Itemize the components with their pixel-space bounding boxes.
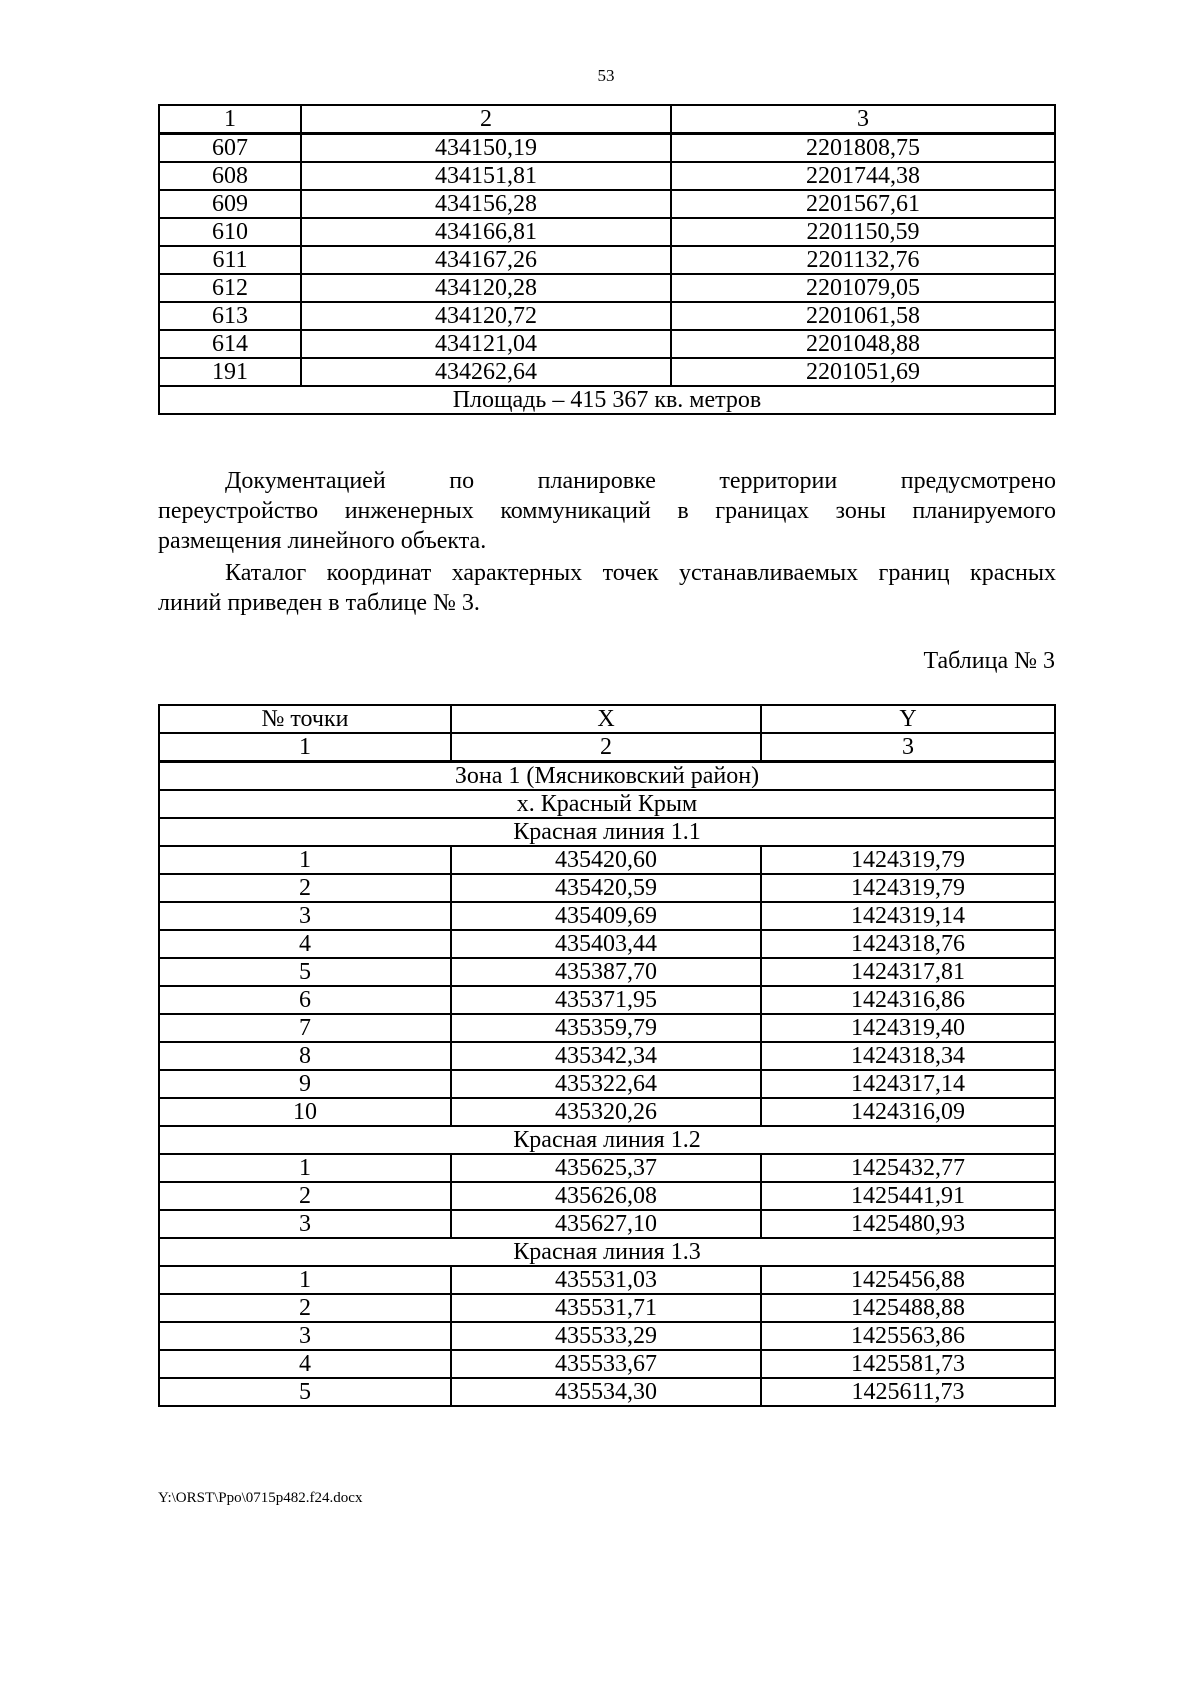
- table-row: [159, 1378, 1055, 1406]
- table-cell: 435531,71: [451, 1294, 761, 1322]
- table-cell: 613: [159, 302, 301, 330]
- table-cell: 1: [159, 1154, 451, 1182]
- table-cell: 1425480,93: [761, 1210, 1055, 1238]
- table-cell: 1: [159, 733, 451, 762]
- table-cell: 2: [159, 1182, 451, 1210]
- table-cell: 435533,29: [451, 1322, 761, 1350]
- table-cell: 434166,81: [301, 218, 671, 246]
- paragraph-line: переустройство инженерных коммуникаций в границах зоны планируемого: [158, 498, 1056, 524]
- table-cell: 1: [159, 1266, 451, 1294]
- table-cell: 1424316,09: [761, 1098, 1055, 1126]
- paragraph-line: размещения линейного объекта.: [158, 528, 487, 554]
- table-cell: 434262,64: [301, 358, 671, 386]
- table-row: [159, 1322, 1055, 1350]
- table-row: [159, 902, 1055, 930]
- table-cell: 435320,26: [451, 1098, 761, 1126]
- table-row: [159, 958, 1055, 986]
- table-cell: 4: [159, 930, 451, 958]
- table-cell: 434167,26: [301, 246, 671, 274]
- table-header-row: [159, 705, 1055, 733]
- table-cell: Зона 1 (Мясниковский район): [159, 762, 1055, 791]
- table-zone-row: [159, 762, 1055, 791]
- table-cell: 611: [159, 246, 301, 274]
- table-cell: 435626,08: [451, 1182, 761, 1210]
- table-section-title-row: [159, 818, 1055, 846]
- table-cell: 435531,03: [451, 1266, 761, 1294]
- table-cell: 2: [451, 733, 761, 762]
- table-row: [159, 846, 1055, 874]
- table-cell: 3: [159, 1210, 451, 1238]
- paragraph-line: Каталог координат характерных точек устанавливаемых границ красных: [225, 560, 1056, 586]
- table-cell: 1424317,14: [761, 1070, 1055, 1098]
- table-cell: 434121,04: [301, 330, 671, 358]
- table-cell: 1424318,34: [761, 1042, 1055, 1070]
- table-cell: 435403,44: [451, 930, 761, 958]
- table-cell: 607: [159, 134, 301, 163]
- table-cell: 1424316,86: [761, 986, 1055, 1014]
- table-cell: 434120,72: [301, 302, 671, 330]
- table-cell: 434150,19: [301, 134, 671, 163]
- table-cell: 435371,95: [451, 986, 761, 1014]
- table-cell: 435322,64: [451, 1070, 761, 1098]
- table-cell: 435533,67: [451, 1350, 761, 1378]
- table-cell: 1425563,86: [761, 1322, 1055, 1350]
- table-row: [159, 1042, 1055, 1070]
- table-cell: 6: [159, 986, 451, 1014]
- table-row: [159, 1014, 1055, 1042]
- table-cell: 1424318,76: [761, 930, 1055, 958]
- table-cell: 1424319,14: [761, 902, 1055, 930]
- table-cell: 2: [159, 874, 451, 902]
- table-cell: 2201150,59: [671, 218, 1055, 246]
- table-row: [159, 358, 1055, 386]
- table-row: [159, 1266, 1055, 1294]
- table-cell: Красная линия 1.3: [159, 1238, 1055, 1266]
- table-row: [159, 1182, 1055, 1210]
- table-cell: 2201744,38: [671, 162, 1055, 190]
- table-row: [159, 162, 1055, 190]
- table-cell: 609: [159, 190, 301, 218]
- table-cell: 435534,30: [451, 1378, 761, 1406]
- table-cell: 2201567,61: [671, 190, 1055, 218]
- table-row: [159, 1350, 1055, 1378]
- table-area-row: [159, 386, 1055, 414]
- table-cell: 3: [671, 105, 1055, 134]
- table-row: [159, 190, 1055, 218]
- table-section-title-row: [159, 1238, 1055, 1266]
- table-cell: 3: [159, 1322, 451, 1350]
- table-cell: Красная линия 1.1: [159, 818, 1055, 846]
- table-cell: 1425456,88: [761, 1266, 1055, 1294]
- table-cell: 5: [159, 1378, 451, 1406]
- table-row: [159, 1210, 1055, 1238]
- table-cell: 2: [159, 1294, 451, 1322]
- table-row: [159, 274, 1055, 302]
- table-cell: 435625,37: [451, 1154, 761, 1182]
- table-cell: 1425611,73: [761, 1378, 1055, 1406]
- table-cell: 1424319,40: [761, 1014, 1055, 1042]
- table-cell: х. Красный Крым: [159, 790, 1055, 818]
- table-cell: X: [451, 705, 761, 733]
- table-cell: 434151,81: [301, 162, 671, 190]
- table-row: [159, 246, 1055, 274]
- table-cell: Площадь – 415 367 кв. метров: [159, 386, 1055, 414]
- table-subheader-row: [159, 733, 1055, 762]
- table-cell: 435420,60: [451, 846, 761, 874]
- paragraph-catalog-note: [158, 558, 1056, 618]
- table-cell: 435627,10: [451, 1210, 761, 1238]
- table-row: [159, 1070, 1055, 1098]
- table-row: [159, 1098, 1055, 1126]
- red-lines-coordinates-table: [158, 704, 1056, 1407]
- table-cell: 7: [159, 1014, 451, 1042]
- paragraph-line: Документацией по планировке территории предусмотрено: [225, 468, 1056, 494]
- table-header-row: [159, 105, 1055, 134]
- table-cell: 610: [159, 218, 301, 246]
- table-row: [159, 1154, 1055, 1182]
- coordinates-table-continued: [158, 104, 1056, 415]
- table-cell: 1425488,88: [761, 1294, 1055, 1322]
- table-cell: 2: [301, 105, 671, 134]
- table-cell: 8: [159, 1042, 451, 1070]
- table-cell: 435387,70: [451, 958, 761, 986]
- table-settlement-row: [159, 790, 1055, 818]
- table-cell: 5: [159, 958, 451, 986]
- table-cell: 2201061,58: [671, 302, 1055, 330]
- table-row: [159, 330, 1055, 358]
- table-cell: 614: [159, 330, 301, 358]
- table-cell: 1425581,73: [761, 1350, 1055, 1378]
- table-cell: Красная линия 1.2: [159, 1126, 1055, 1154]
- table-row: [159, 302, 1055, 330]
- table-cell: 3: [159, 902, 451, 930]
- table-cell: 2201051,69: [671, 358, 1055, 386]
- table-cell: 1424319,79: [761, 846, 1055, 874]
- table-cell: 4: [159, 1350, 451, 1378]
- table-cell: 612: [159, 274, 301, 302]
- table-cell: 435359,79: [451, 1014, 761, 1042]
- paragraph-planning-note: [158, 466, 1056, 556]
- table-cell: 3: [761, 733, 1055, 762]
- table-cell: 435409,69: [451, 902, 761, 930]
- table-row: [159, 134, 1055, 163]
- table-row: [159, 930, 1055, 958]
- table-cell: 2201808,75: [671, 134, 1055, 163]
- table-cell: 1: [159, 846, 451, 874]
- table-row: [159, 986, 1055, 1014]
- paragraph-line: линий приведен в таблице № 3.: [158, 590, 480, 616]
- table-cell: 1424317,81: [761, 958, 1055, 986]
- table-cell: № точки: [159, 705, 451, 733]
- table-caption: Таблица № 3: [923, 648, 1055, 674]
- table-cell: 10: [159, 1098, 451, 1126]
- table-row: [159, 874, 1055, 902]
- table-cell: 1424319,79: [761, 874, 1055, 902]
- table-section-title-row: [159, 1126, 1055, 1154]
- table-cell: 1425432,77: [761, 1154, 1055, 1182]
- table-cell: 434156,28: [301, 190, 671, 218]
- table-cell: 9: [159, 1070, 451, 1098]
- page-number: 53: [597, 66, 615, 85]
- table-cell: 2201079,05: [671, 274, 1055, 302]
- table-cell: 434120,28: [301, 274, 671, 302]
- table-cell: 1425441,91: [761, 1182, 1055, 1210]
- table-cell: 435420,59: [451, 874, 761, 902]
- table-cell: 608: [159, 162, 301, 190]
- footer-file-path: Y:\ORST\Ppo\0715p482.f24.docx: [158, 1490, 363, 1506]
- table-row: [159, 1294, 1055, 1322]
- table-cell: 2201132,76: [671, 246, 1055, 274]
- table-cell: Y: [761, 705, 1055, 733]
- table-row: [159, 218, 1055, 246]
- table-cell: 1: [159, 105, 301, 134]
- table-cell: 2201048,88: [671, 330, 1055, 358]
- table-cell: 191: [159, 358, 301, 386]
- table-cell: 435342,34: [451, 1042, 761, 1070]
